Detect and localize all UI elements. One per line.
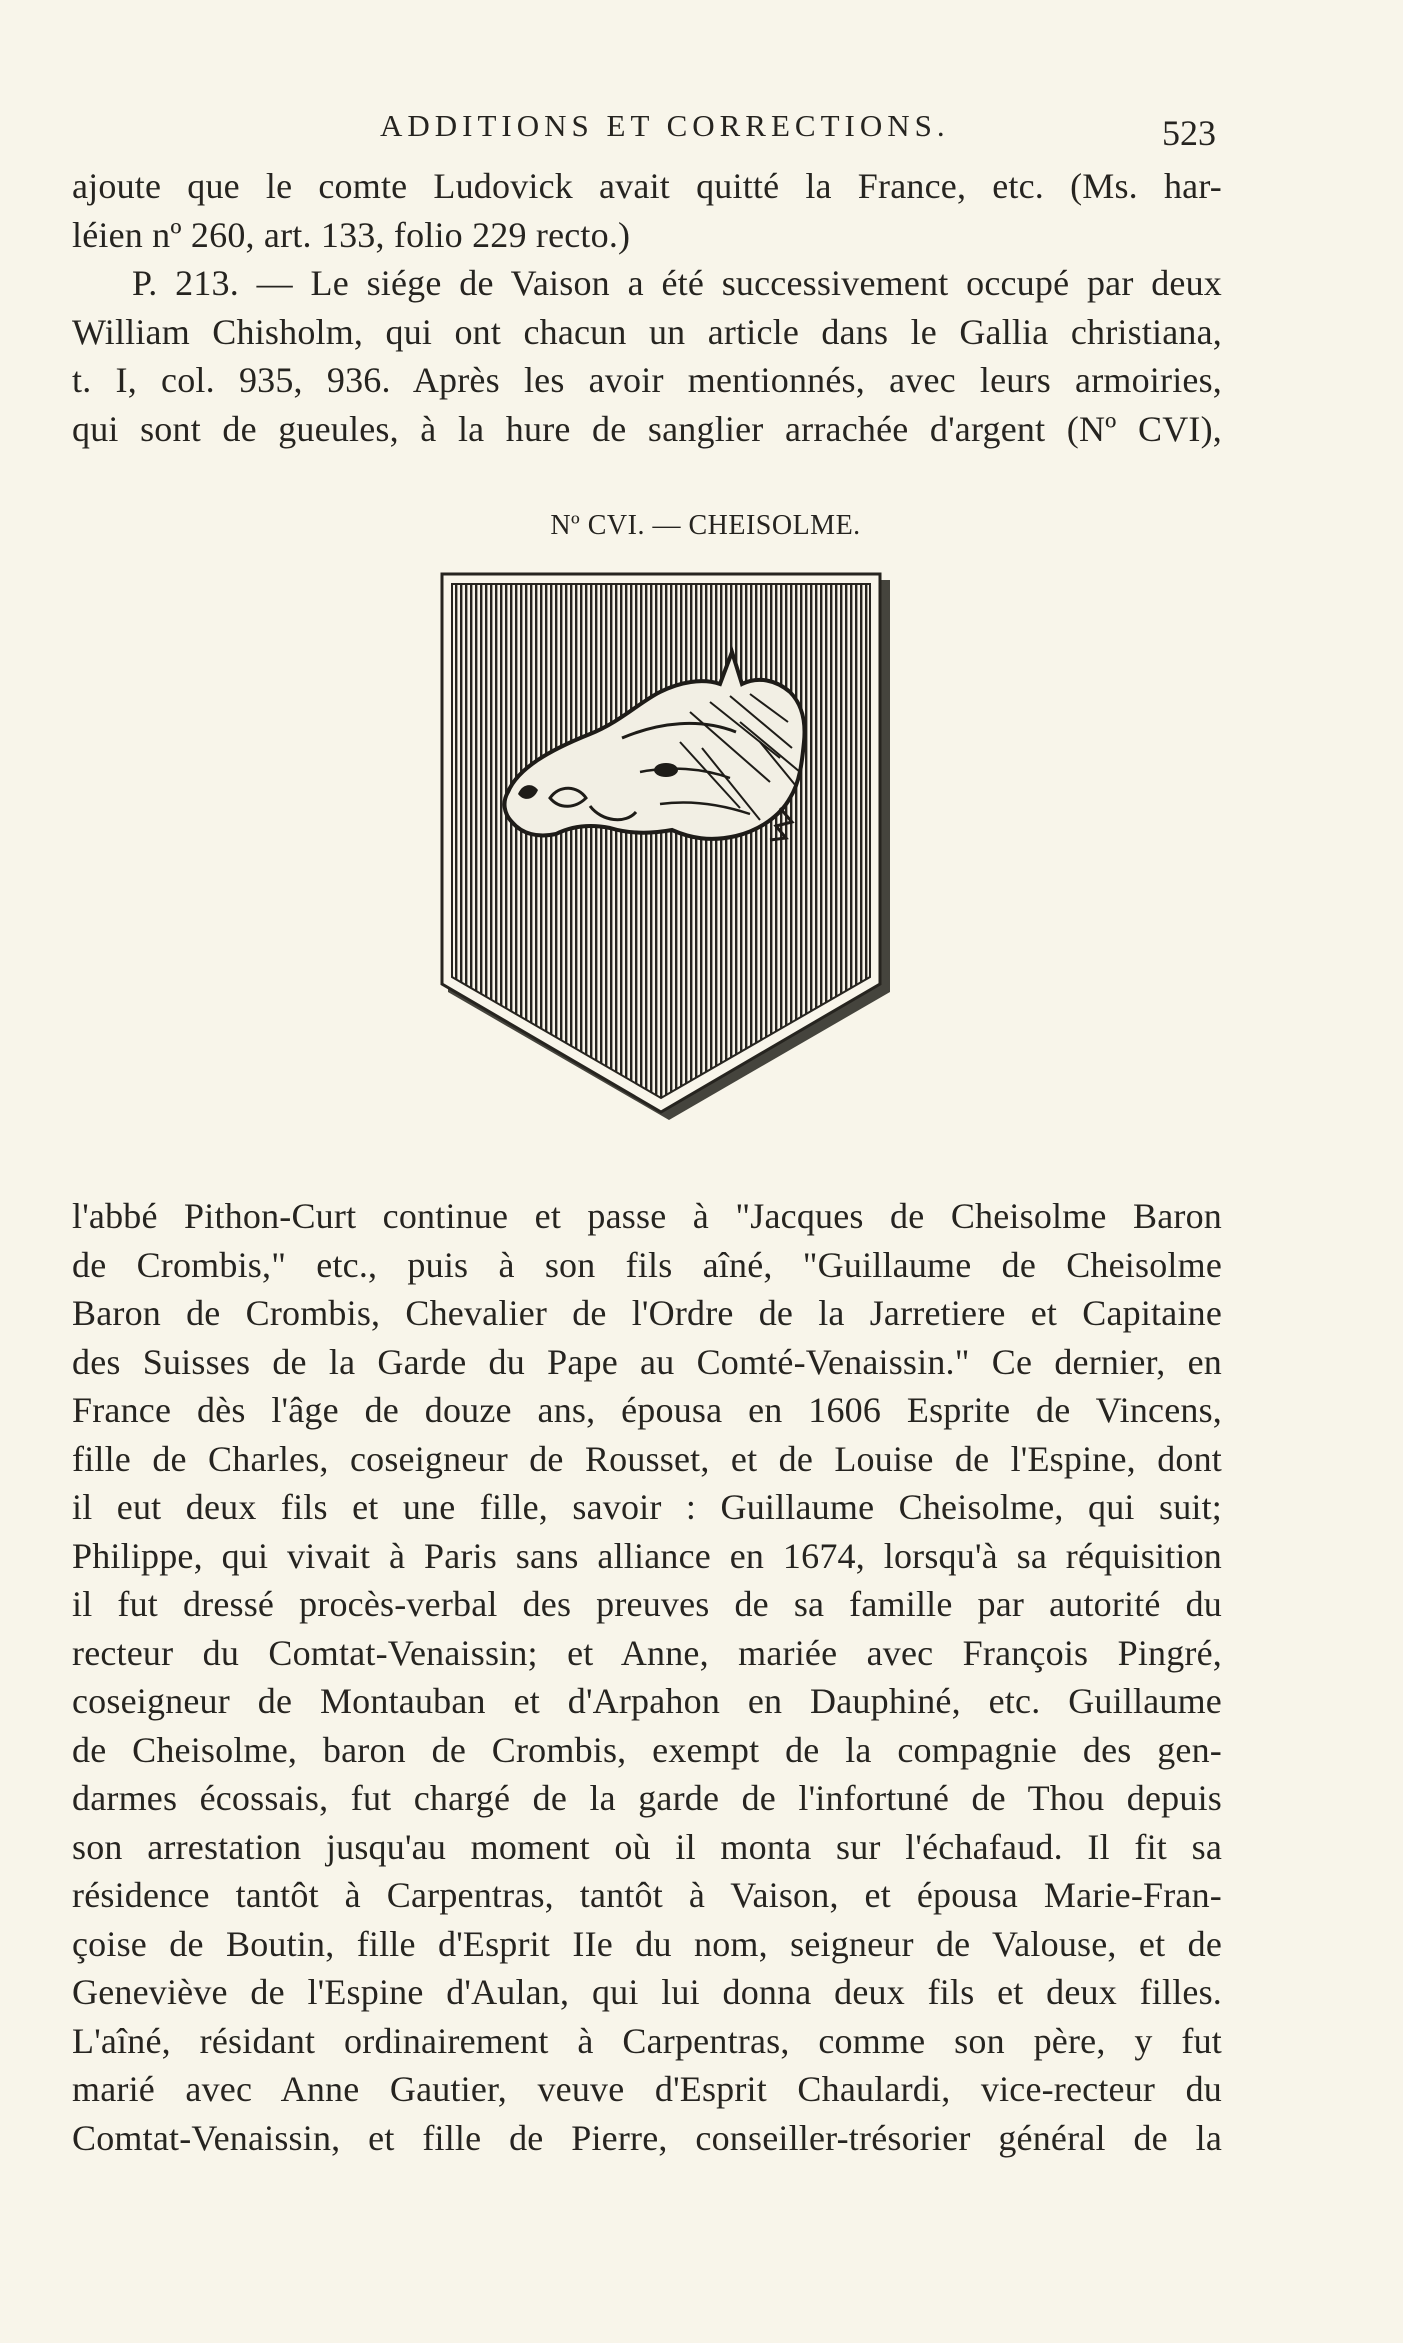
- coat-of-arms-illustration: [440, 572, 890, 1132]
- text-line: coseigneur de Montauban et d'Arpahon en Dauphiné, etc. Guillaume: [72, 1681, 1222, 1721]
- text-line: son arrestation jusqu'au moment où il monta sur l'échafaud. Il fit sa: [72, 1826, 1222, 1867]
- text-line: léien nº 260, art. 133, folio 229 recto.): [72, 214, 631, 255]
- text-line: Baron de Crombis, Chevalier de l'Ordre de la Jarretiere et Capitaine: [72, 1293, 1222, 1333]
- running-title: ADDITIONS ET CORRECTIONS.: [380, 108, 950, 143]
- bottom-paragraph: [72, 1192, 1222, 2162]
- text-line: recteur du Comtat-Venaissin; et Anne, mariée avec François Pingré,: [72, 1632, 1222, 1673]
- text-line: il eut deux fils et une fille, savoir : Guillaume Cheisolme, qui suit;: [72, 1487, 1222, 1527]
- text-line: ajoute que le comte Ludovick avait quitté la France, etc. (Ms. har-: [72, 166, 1222, 206]
- page-number: 523: [1162, 113, 1216, 153]
- top-paragraph: [72, 162, 1222, 453]
- text-line: l'abbé Pithon-Curt continue et passe à "Jacques de Cheisolme Baron: [72, 1196, 1222, 1236]
- text-line: Philippe, qui vivait à Paris sans alliance en 1674, lorsqu'à sa réquisition: [72, 1535, 1222, 1576]
- text-line: des Suisses de la Garde du Pape au Comté-Venaissin." Ce dernier, en: [72, 1341, 1222, 1382]
- text-line: William Chisholm, qui ont chacun un article dans le Gallia christiana,: [72, 311, 1222, 352]
- text-line: t. I, col. 935, 936. Après les avoir mentionnés, avec leurs armoiries,: [72, 360, 1222, 400]
- text-line: Geneviève de l'Espine d'Aulan, qui lui donna deux fils et deux filles.: [72, 1972, 1222, 2012]
- text-line: P. 213. — Le siége de Vaison a été successivement occupé par deux: [132, 263, 1222, 303]
- text-line: de Cheisolme, baron de Crombis, exempt de la compagnie des gen-: [72, 1729, 1222, 1770]
- text-line: darmes écossais, fut chargé de la garde de l'infortuné de Thou depuis: [72, 1778, 1222, 1818]
- text-line: résidence tantôt à Carpentras, tantôt à Vaison, et épousa Marie-Fran-: [72, 1875, 1222, 1915]
- text-line: France dès l'âge de douze ans, épousa en 1606 Esprite de Vincens,: [72, 1390, 1222, 1430]
- text-line: çoise de Boutin, fille d'Esprit IIe du nom, seigneur de Valouse, et de: [72, 1923, 1222, 1964]
- text-line: qui sont de gueules, à la hure de sanglier arrachée d'argent (Nº CVI),: [72, 408, 1222, 449]
- text-line: de Crombis," etc., puis à son fils aîné, "Guillaume de Cheisolme: [72, 1244, 1222, 1285]
- text-line: L'aîné, résidant ordinairement à Carpentras, comme son père, y fut: [72, 2020, 1222, 2061]
- text-line: marié avec Anne Gautier, veuve d'Esprit Chaulardi, vice-recteur du: [72, 2069, 1222, 2109]
- text-line: il fut dressé procès-verbal des preuves de sa famille par autorité du: [72, 1584, 1222, 1624]
- text-line: Comtat-Venaissin, et fille de Pierre, conseiller-trésorier général de la: [72, 2117, 1222, 2158]
- figure-caption: Nº CVI. — CHEISOLME.: [550, 510, 861, 541]
- text-line: fille de Charles, coseigneur de Rousset, et de Louise de l'Espine, dont: [72, 1438, 1222, 1479]
